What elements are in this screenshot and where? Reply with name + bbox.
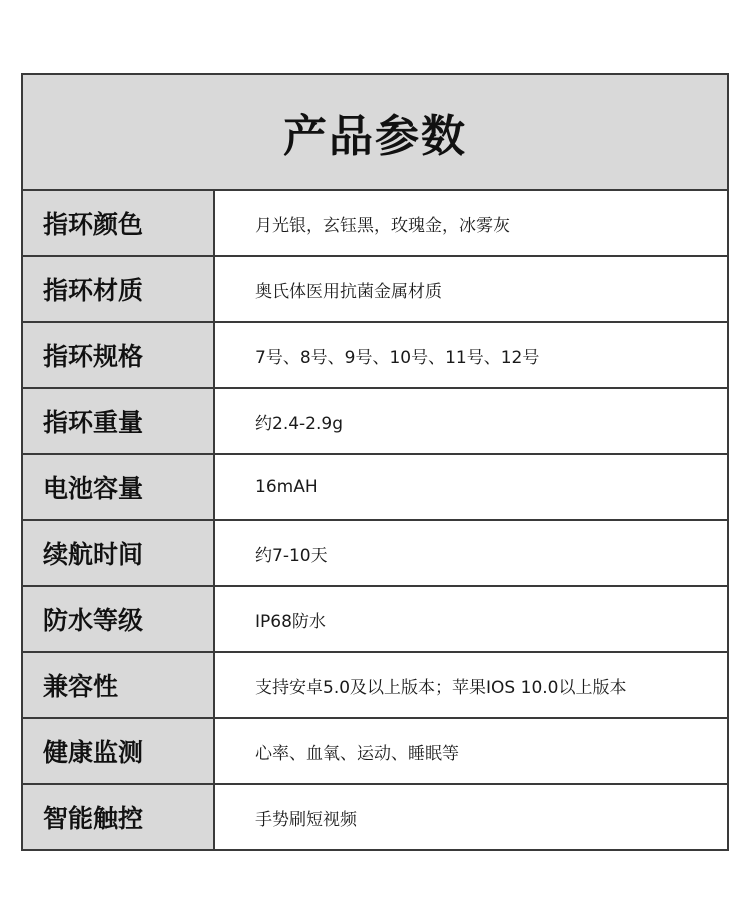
row-label-cell bbox=[23, 257, 215, 321]
row-label-cell bbox=[23, 389, 215, 453]
row-value: 月光银，玄钰黑，玫瑰金，冰雾灰 bbox=[255, 215, 510, 236]
row-label: 指环重量 bbox=[43, 408, 144, 437]
row-label: 指环颜色 bbox=[43, 210, 144, 239]
spec-table bbox=[21, 73, 729, 851]
row-value-cell bbox=[215, 323, 727, 387]
row-value-cell bbox=[215, 653, 727, 717]
row-label: 电池容量 bbox=[43, 474, 144, 503]
row-label-cell bbox=[23, 653, 215, 717]
row-label: 指环规格 bbox=[43, 342, 144, 371]
row-label: 健康监测 bbox=[43, 738, 144, 767]
table-row bbox=[23, 653, 727, 719]
row-value-cell bbox=[215, 521, 727, 585]
row-label-cell bbox=[23, 587, 215, 651]
row-value: IP68防水 bbox=[255, 611, 326, 632]
row-value: 16mAH bbox=[255, 477, 318, 497]
row-value-cell bbox=[215, 455, 727, 519]
row-value-cell bbox=[215, 587, 727, 651]
row-value: 约2.4-2.9g bbox=[255, 413, 343, 434]
row-label: 防水等级 bbox=[43, 606, 144, 635]
row-label: 指环材质 bbox=[43, 276, 144, 305]
row-label-cell bbox=[23, 323, 215, 387]
table-title-row bbox=[23, 75, 727, 191]
row-value-cell bbox=[215, 719, 727, 783]
table-row bbox=[23, 587, 727, 653]
table-row bbox=[23, 191, 727, 257]
row-value-cell bbox=[215, 389, 727, 453]
row-label-cell bbox=[23, 521, 215, 585]
row-value: 约7-10天 bbox=[255, 545, 328, 566]
table-row bbox=[23, 719, 727, 785]
row-value: 奥氏体医用抗菌金属材质 bbox=[255, 281, 442, 302]
row-label: 智能触控 bbox=[43, 804, 144, 833]
row-label-cell bbox=[23, 719, 215, 783]
row-value-cell bbox=[215, 191, 727, 255]
table-title: 产品参数 bbox=[283, 111, 467, 162]
table-row bbox=[23, 455, 727, 521]
table-row bbox=[23, 389, 727, 455]
row-label: 续航时间 bbox=[43, 540, 144, 569]
table-row bbox=[23, 257, 727, 323]
row-label-cell bbox=[23, 785, 215, 849]
table-row bbox=[23, 785, 727, 849]
row-value: 心率、血氧、运动、睡眠等 bbox=[255, 743, 459, 764]
row-value: 7号、8号、9号、10号、11号、12号 bbox=[255, 347, 540, 368]
table-row bbox=[23, 323, 727, 389]
row-label: 兼容性 bbox=[43, 672, 119, 701]
row-value-cell bbox=[215, 257, 727, 321]
row-value: 支持安卓5.0及以上版本；苹果IOS 10.0以上版本 bbox=[255, 677, 627, 698]
row-value-cell bbox=[215, 785, 727, 849]
table-row bbox=[23, 521, 727, 587]
row-label-cell bbox=[23, 455, 215, 519]
row-label-cell bbox=[23, 191, 215, 255]
row-value: 手势刷短视频 bbox=[255, 809, 357, 830]
